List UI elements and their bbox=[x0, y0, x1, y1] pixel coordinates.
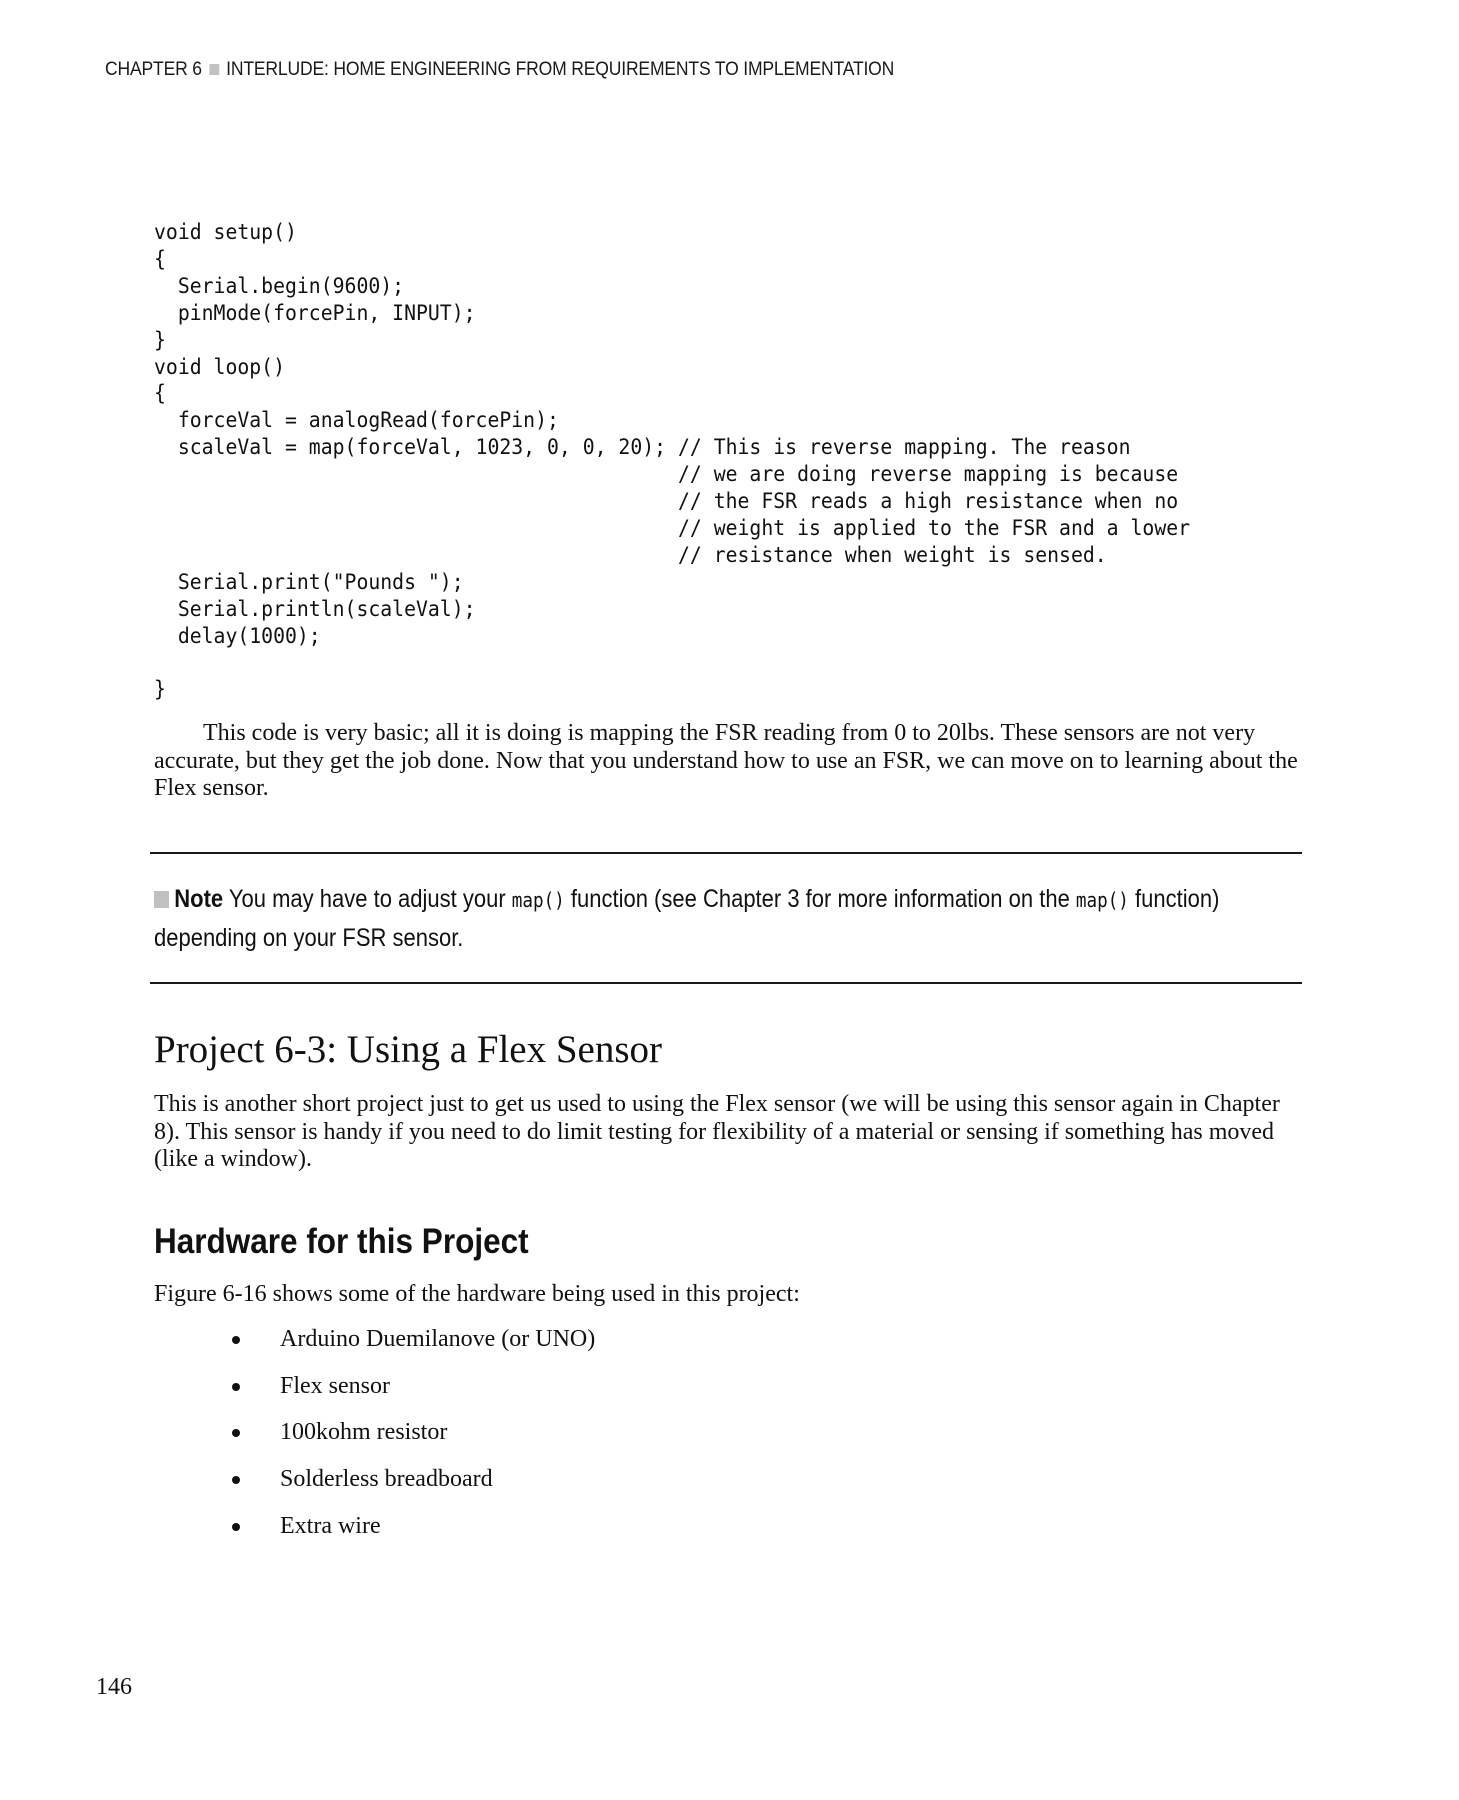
list-item bbox=[229, 1372, 595, 1419]
hardware-list bbox=[229, 1325, 595, 1558]
page-number: 146 bbox=[96, 1674, 132, 1700]
subsection-intro-paragraph: Figure 6-16 shows some of the hardware being used in this project: bbox=[154, 1281, 800, 1307]
running-head bbox=[105, 58, 894, 81]
note-label: Note bbox=[174, 885, 224, 913]
list-item-text: Extra wire bbox=[280, 1512, 381, 1539]
running-head-chapter: CHAPTER 6 bbox=[105, 58, 202, 80]
list-item bbox=[229, 1465, 595, 1512]
note-top-rule bbox=[150, 852, 1302, 854]
section-heading: Project 6-3: Using a Flex Sensor bbox=[154, 1028, 663, 1071]
note-square-icon bbox=[154, 891, 169, 908]
separator-square-icon bbox=[209, 64, 219, 75]
list-item-text: Flex sensor bbox=[280, 1372, 390, 1399]
note-bottom-rule bbox=[150, 982, 1302, 984]
list-item-text: 100kohm resistor bbox=[280, 1419, 448, 1446]
bullet-icon bbox=[232, 1523, 240, 1531]
running-head-title: INTERLUDE: HOME ENGINEERING FROM REQUIREMENTS TO IMPLEMENTATION bbox=[226, 58, 895, 80]
section-intro-paragraph: This is another short project just to get us used to using the Flex sensor (we will be using this sensor again in Chapter 8). This sensor is handy if you need to do limit testing for flexibility of a material or sensing if something has moved (like a window). bbox=[154, 1091, 1280, 1172]
note-text-1: You may have to adjust your bbox=[223, 885, 512, 913]
subsection-heading: Hardware for this Project bbox=[154, 1222, 529, 1261]
bullet-icon bbox=[232, 1476, 240, 1484]
list-item bbox=[229, 1512, 595, 1559]
code-listing: void setup() { Serial.begin(9600); pinMode(forcePin, INPUT); } void loop() { forceVal = analogRead(forcePin); scaleVal = map(forceVal, 1023, 0, 0, 20); // This is reverse mapping. The reason // we are doing reverse mapping is because // the FSR reads a high resistance when no // weight is applied to the FSR and a lower // resistance when weight is sensed. Serial.print("Pounds "); Serial.println(scaleVal); delay(1000); } bbox=[154, 220, 1191, 703]
note-text-2: function (see Chapter 3 for more information on the bbox=[564, 885, 1076, 913]
bullet-icon bbox=[232, 1429, 240, 1437]
list-item bbox=[229, 1418, 595, 1465]
note-box bbox=[154, 880, 1263, 957]
list-item-text: Arduino Duemilanove (or UNO) bbox=[280, 1326, 596, 1352]
bullet-icon bbox=[232, 1383, 240, 1391]
list-item bbox=[229, 1325, 595, 1372]
bullet-icon bbox=[232, 1336, 240, 1344]
body-paragraph-code-explanation: This code is very basic; all it is doing is mapping the FSR reading from 0 to 20lbs. These sensors are not very accurate, but they get the job done. Now that you understand how to use an FSR, we can move on to learning about the Flex sensor. bbox=[154, 720, 1298, 801]
list-item-text: Solderless breadboard bbox=[280, 1466, 493, 1493]
note-code-1: map() bbox=[511, 888, 565, 912]
note-text-3: function) depending on your FSR sensor. bbox=[154, 885, 1220, 952]
note-code-2: map() bbox=[1075, 888, 1129, 912]
